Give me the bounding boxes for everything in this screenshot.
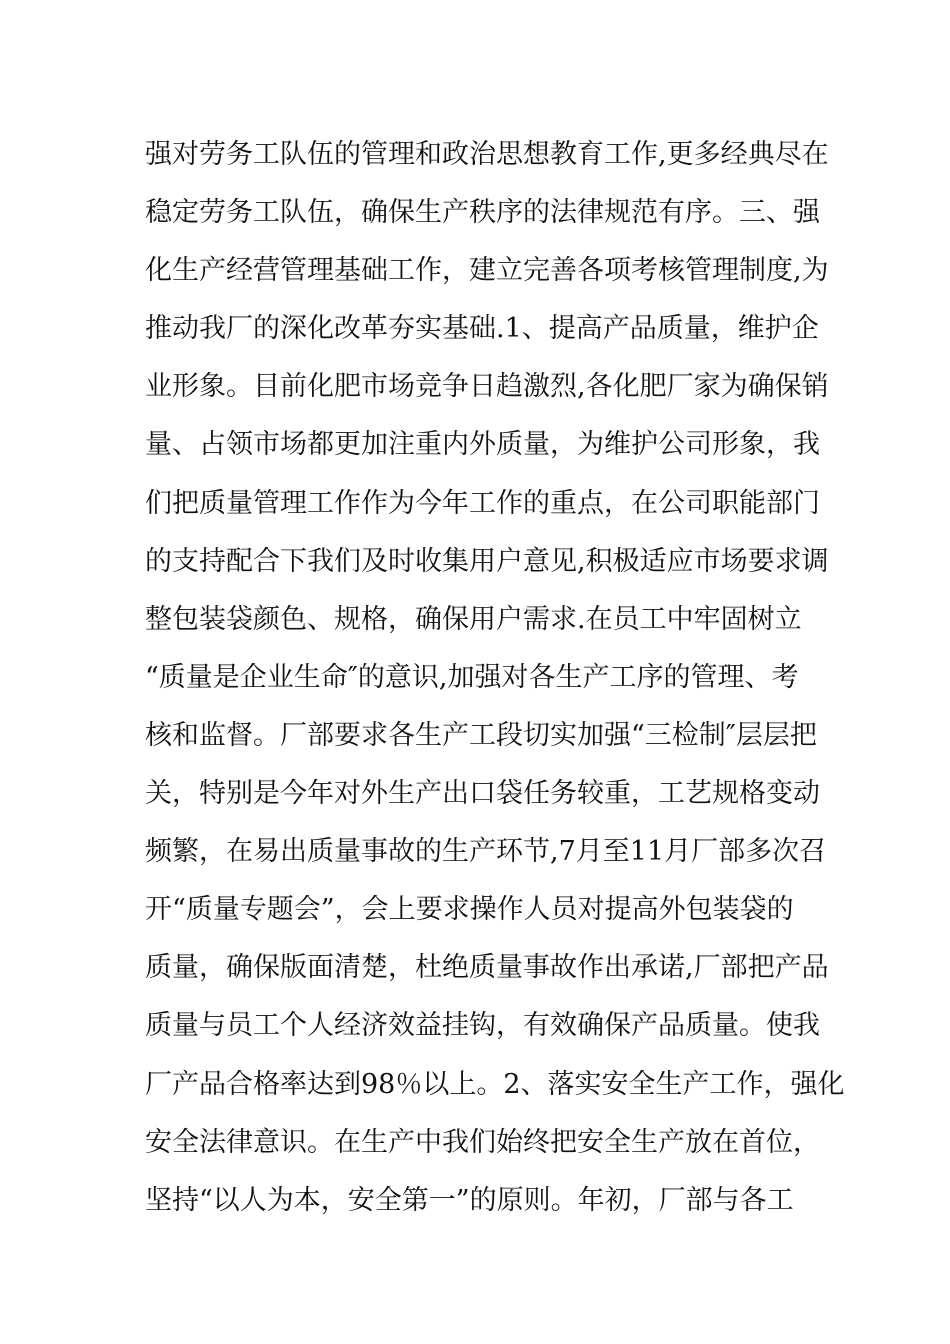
text-line: 频繁，在易出质量事故的生产环节,7月至11月厂部多次召 xyxy=(145,836,827,868)
text-line: 安全法律意识。在生产中我们始终把安全生产放在首位， xyxy=(145,1126,820,1158)
text-line: 整包装袋颜色、规格，确保用户需求.在员工中牢固树立 xyxy=(145,603,802,635)
text-line: 质量，确保版面清楚，杜绝质量事故作出承诺,厂部把产品 xyxy=(145,952,829,984)
text-line: 量、占领市场都更加注重内外质量，为维护公司形象，我 xyxy=(145,429,820,461)
text-line: 关，特别是今年对外生产出口袋任务较重，工艺规格变动 xyxy=(145,778,820,810)
text-line: 厂产品合格率达到98％以上。2、落实安全生产工作，强化 xyxy=(145,1068,845,1100)
text-line: 强对劳务工队伍的管理和政治思想教育工作,更多经典尽在 xyxy=(145,139,829,170)
text-line: 稳定劳务工队伍，确保生产秩序的法律规范有序。三、强 xyxy=(145,197,820,229)
text-line: 化生产经营管理基础工作，建立完善各项考核管理制度,为 xyxy=(145,255,829,287)
text-line: “质量是企业生命″的意识,加强对各生产工序的管理、考 xyxy=(145,661,799,693)
text-line: 质量与员工个人经济效益挂钩，有效确保产品质量。使我 xyxy=(145,1010,820,1042)
text-line: 坚持“以人为本，安全第一”的原则。年初，厂部与各工 xyxy=(145,1184,794,1216)
text-line: 核和监督。厂部要求各生产工段切实加强“三检制″层层把 xyxy=(145,719,817,751)
text-line: 们把质量管理工作作为今年工作的重点，在公司职能部门 xyxy=(145,487,820,519)
text-line: 推动我厂的深化改革夯实基础.1、提高产品质量，维护企 xyxy=(145,313,819,345)
body-text xyxy=(145,126,845,1230)
text-line: 的支持配合下我们及时收集用户意见,积极适应市场要求调 xyxy=(145,545,829,577)
text-line: 开“质量专题会”，会上要求操作人员对提高外包装袋的 xyxy=(145,894,794,926)
text-line: 业形象。目前化肥市场竞争日趋激烈,各化肥厂家为确保销 xyxy=(145,371,829,403)
